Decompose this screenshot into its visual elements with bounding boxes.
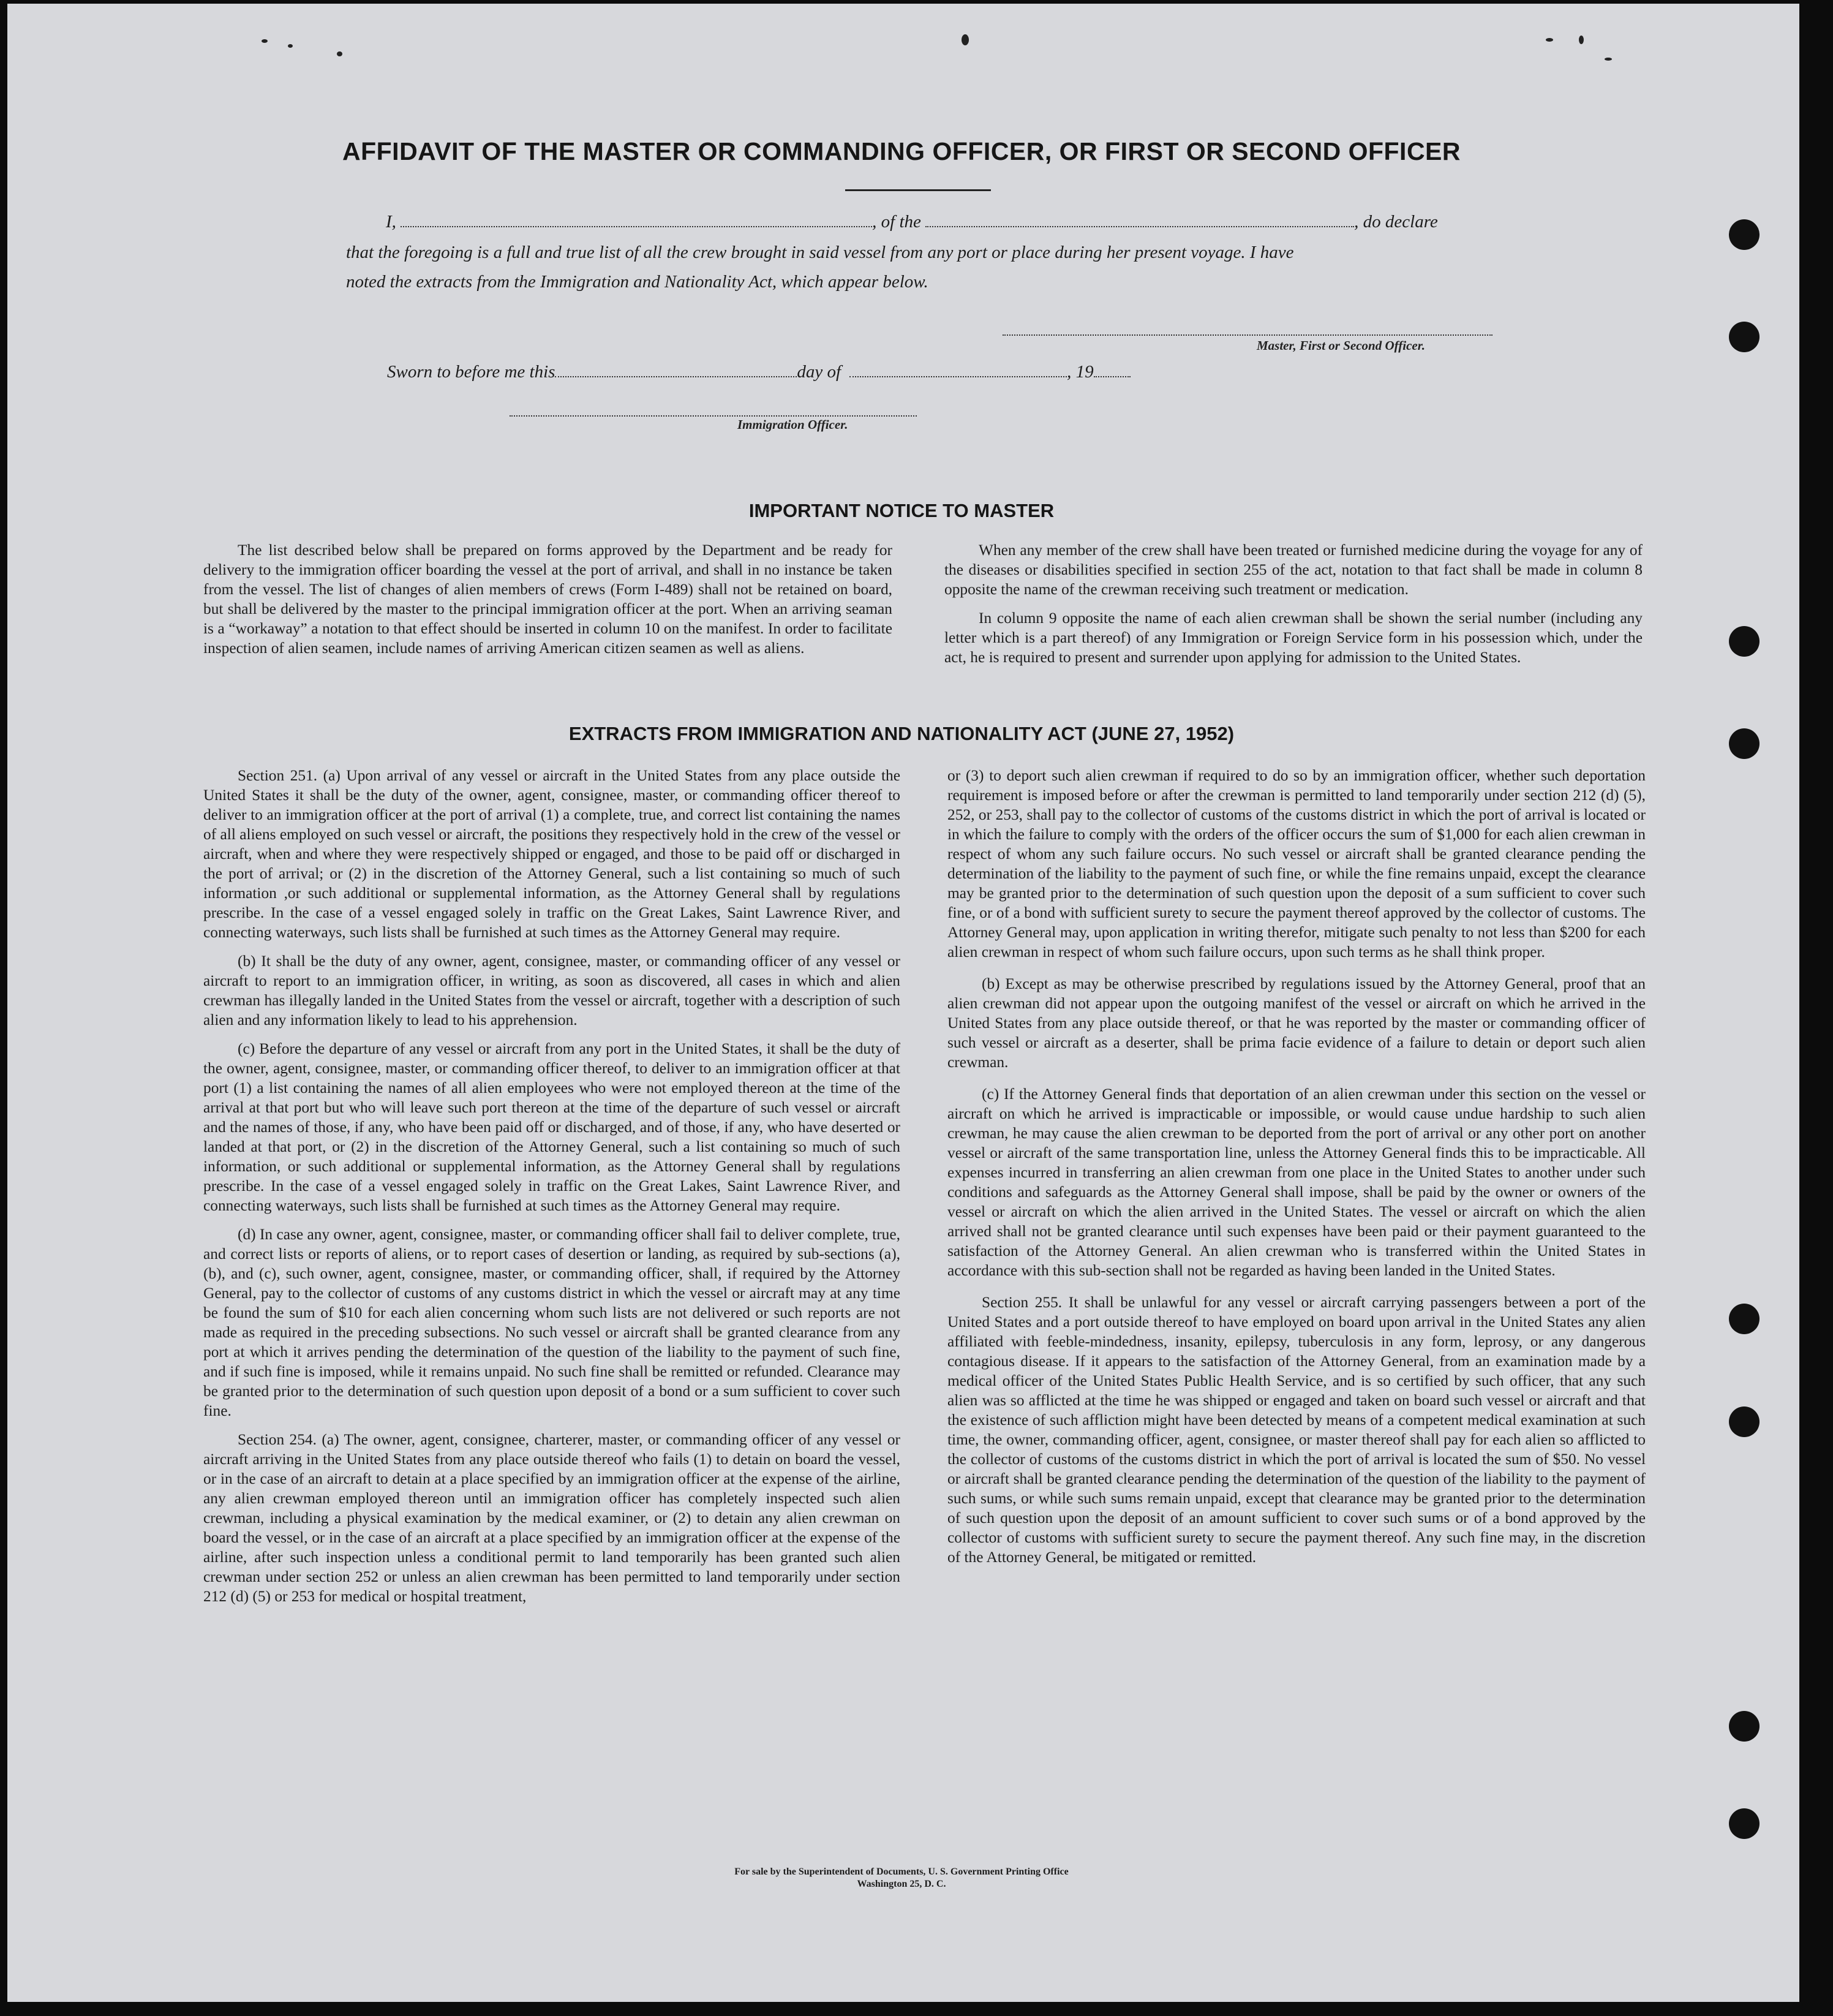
scan-speck — [962, 34, 969, 45]
title-divider — [845, 189, 991, 191]
sworn-day-of-label: day of — [797, 362, 841, 382]
punch-hole — [1729, 1808, 1760, 1839]
extract-paragraph: (c) If the Attorney General finds that deportation of an alien crewman under this section on the vessel or aircraft on which he arrived is impracticable or impossible, or would cause undue hardship to such alien crewman, he may cause the alien crewman to be deported from the port of arrival or any other port on another vessel or aircraft of the same transportation line, unless the Attorney General finds this to be impracticable. All expenses incurred in transferring an alien crewman from one place in the United States to another under such conditions and safeguards as the Attorney General shall impose, shall be paid by the owner or owners of the vessel or aircraft on which the alien arrived in the United States. The vessel or aircraft on which the alien arrived shall not be granted clearance until such expenses have been paid or their payment guaranteed to the satisfaction of the Attorney General. An alien crewman who is transferred within the United States in accordance with this sub-section shall not be regarded as having been landed in the United States. — [947, 1085, 1646, 1279]
extracts-right-column — [947, 766, 1646, 1579]
scan-speck — [337, 51, 342, 56]
punch-hole — [1729, 322, 1760, 352]
sworn-year-label: , 19 — [1067, 362, 1094, 382]
footer-line: For sale by the Superintendent of Documents, U. S. Government Printing Office — [734, 1867, 1069, 1877]
declaration-of-the-label: , of the — [872, 212, 921, 232]
sworn-line — [387, 362, 1244, 382]
master-signature-line[interactable] — [1003, 334, 1492, 336]
sworn-day-field[interactable] — [555, 376, 797, 377]
affidavit-title: AFFIDAVIT OF THE MASTER OR COMMANDING OFFICER, OR FIRST OR SECOND OFFICER — [342, 137, 1461, 165]
master-signature-caption: Master, First or Second Officer. — [1257, 338, 1425, 353]
punch-hole — [1729, 219, 1760, 250]
extract-paragraph: (b) It shall be the duty of any owner, agent, consignee, master, or commanding officer of any vessel or aircraft to report to an immigration officer, in writing, as soon as discovered, all cases in which and alien crewman has illegally landed in the United States from the vessel or aircraft, together with a description of such alien and any information likely to lead to his apprehension. — [203, 953, 900, 1029]
declaration-line-3: noted the extracts from the Immigration and Nationality Act, which appear below. — [346, 272, 928, 292]
extract-paragraph: (d) In case any owner, agent, consignee, master, or commanding officer shall fail to deliver complete, true, and correct lists or reports of aliens, or to report cases of desertion or landing, as required by sub-sections (a), (b), and (c), such owner, agent, consignee, master, or commanding officer, shall, if required by the Attorney General, pay to the collector of customs of any customs district in which the vessel or aircraft may at any time be found the sum of $10 for each alien concerning whom such lists are not delivered or such reports are not made as required in the preceding subsections. No such vessel or aircraft shall be granted clearance from any port at which it arrives pending the determination of the question of the liability to the payment of such fine, and if such fine is imposed, while it remains unpaid. No such fine shall be remitted or refunded. Clearance may be granted prior to the determination of such question upon deposit of a bond or a sum sufficient to cover such fine. — [203, 1226, 900, 1419]
extracts-heading: EXTRACTS FROM IMMIGRATION AND NATIONALITY ACT (JUNE 27, 1952) — [568, 723, 1235, 744]
extract-paragraph: Section 254. (a) The owner, agent, consignee, charterer, master, or commanding officer of any vessel or aircraft arriving in the United States from any place outside thereof who fails (1) to detain on board the vessel, or in the case of an aircraft to detain at a place specified by an immigration officer at the expense of the airline, any alien crewman employed thereon until an immigration officer has completely inspected such alien crewman, including a physical examination by the medical examiner, or (2) to detain any alien crewman on board the vessel, or in the case of an aircraft at a place specified by an immigration officer at the expense of the airline, after such inspection unless a conditional permit to land temporarily has been granted such alien crewman under section 252 or unless an alien crewman has been permitted to land temporarily under section 212 (d) (5) or 253 for medical or hospital treatment, — [203, 1431, 900, 1605]
sworn-month-field[interactable] — [849, 376, 1067, 377]
immigration-officer-signature-line[interactable] — [510, 415, 917, 417]
scan-speck — [1546, 38, 1553, 42]
punch-hole — [1729, 626, 1760, 657]
punch-hole — [1729, 1711, 1760, 1742]
extract-paragraph: (b) Except as may be otherwise prescribed by regulations issued by the Attorney General, proof that an alien crewman did not appear upon the outgoing manifest of the vessel or aircraft on which he arrived in the United States from any place outside thereof, or that he was reported by the master or commanding officer of such vessel or aircraft as a deserter, shall be prima facie evidence of a failure to detain or deport such alien crewman. — [947, 975, 1646, 1071]
scan-speck — [262, 39, 268, 43]
scan-speck — [1579, 36, 1584, 44]
declaration-line-1 — [386, 212, 1494, 232]
footer-line: Washington 25, D. C. — [857, 1879, 946, 1889]
notice-paragraph: When any member of the crew shall have been treated or furnished medicine during the voyage for any of the diseases or disabilities specified in section 255 of the act, notation to that fact shall be made in column 8 opposite the name of the crewman receiving such treatment or medication. — [944, 542, 1643, 598]
document-page — [7, 4, 1799, 2002]
punch-hole — [1729, 1406, 1760, 1437]
declaration-line-2: that the foregoing is a full and true list of all the crew brought in said vessel from any port or place during her present voyage. I have — [346, 243, 1294, 262]
sworn-year-field[interactable] — [1094, 376, 1131, 377]
extracts-left-column — [203, 766, 900, 1615]
immigration-officer-caption: Immigration Officer. — [737, 417, 848, 432]
notice-paragraph: The list described below shall be prepared on forms approved by the Department and be ready for delivery to the immigration officer boarding the vessel at the port of arrival, and shall in no instance be taken from the vessel. The list of changes of alien members of crews (Form I-489) shall not be retained on board, but shall be delivered by the master to the principal immigration officer at the port. When an arriving seaman is a “workaway” a notation to that effect should be inserted in column 10 on the manifest. In order to facilitate inspection of alien seamen, include names of arriving American citizen seamen as well as aliens. — [203, 542, 892, 657]
sworn-prefix: Sworn to before me this — [387, 362, 555, 382]
printing-office-footer — [7, 1866, 1796, 1890]
extract-paragraph: Section 251. (a) Upon arrival of any vessel or aircraft in the United States from any place outside the United States it shall be the duty of the owner, agent, consignee, master, or commanding officer thereof to deliver to an immigration officer at the port of arrival (1) a complete, true, and correct list containing the names of all aliens employed on such vessel or aircraft, the positions they respectively hold in the crew of the vessel or aircraft, when and where they were respectively shipped or engaged, and those to be paid off or discharged in the port of arrival; or (2) in the discretion of the Attorney General, such a list containing so much of such information ,or such additional or supplemental information, as the Attorney General shall by regulations prescribe. In the case of a vessel engaged solely in traffic on the Great Lakes, Saint Lawrence River, and connecting waterways, such lists shall be furnished at such times as the Attorney General may require. — [203, 767, 900, 941]
notice-paragraph: In column 9 opposite the name of each alien crewman shall be shown the serial number (including any letter which is a part thereof) of any Immigration or Foreign Service form in his possession which, under the act, he is required to present and surrender upon applying for admission to the United States. — [944, 610, 1643, 666]
extract-paragraph: (c) Before the departure of any vessel or aircraft from any port in the United States, it shall be the duty of the owner, agent, consignee, master, or commanding officer thereof, to deliver to an immigration officer at that port (1) a list containing the names of all alien employees who were not employed thereon at the time of the arrival at that port but who will leave such port thereon at the time of the departure of such vessel or aircraft and the names of those, if any, who have been paid off or discharged, and of those, if any, who have deserted or landed at that port, or (2) in the discretion of the Attorney General, such a list containing so much of such information, or such additional or supplemental information, as the Attorney General shall by regulations prescribe. In the case of a vessel engaged solely in traffic on the Great Lakes, Saint Lawrence River, and connecting waterways, such lists shall be furnished at such times as the Attorney General may require. — [203, 1040, 900, 1214]
notice-left-column — [203, 540, 892, 667]
declaration-do-declare-label: , do declare — [1354, 212, 1438, 232]
declaration-i-label: I, — [386, 212, 396, 232]
extract-paragraph: or (3) to deport such alien crewman if required to do so by an immigration officer, whether such deportation requirement is imposed before or after the crewman is permitted to land temporarily under section 212 (d) (5), 252, or 253, shall pay to the collector of customs of the customs district in which the port of arrival is located or in which the failure to comply with the orders of the officer occurs the sum of $1,000 for each alien crewman in respect of whom any such failure occurs. No such vessel or aircraft shall be granted clearance pending the determination of the liability to the payment of such fine, or while the fine remains unpaid, except the clearance may be granted prior to the determination of such question upon the deposit of a sum sufficient to cover such fine, or of a bond with sufficient surety to secure the payment thereof approved by the collector of customs. The Attorney General may, upon application in writing therefor, mitigate such penalty to not less than $200 for each alien crewman in respect of whom such failure occurs, upon such terms as he shall think proper. — [947, 767, 1646, 961]
notice-right-column — [944, 540, 1643, 676]
notice-heading: IMPORTANT NOTICE TO MASTER — [748, 500, 1055, 521]
punch-hole — [1729, 1304, 1760, 1334]
extract-paragraph: Section 255. It shall be unlawful for any vessel or aircraft carrying passengers between a port of the United States and a port outside thereof to have employed on board upon arrival in the United States any alien affiliated with feeble-mindedness, insanity, epilepsy, tuberculosis in any form, leprosy, or any dangerous contagious disease. If it appears to the satisfaction of the Attorney General, from an examination made by a medical officer of the United States Public Health Service, and is so certified by such officer, that any such alien was so afflicted at the time he was shipped or engaged and taken on board such vessel or aircraft and that the existence of such affliction might have been detected by means of a competent medical examination at such time, the owner, commanding officer, agent, consignee, or master thereof shall pay for each alien so afflicted to the collector of customs of the customs district in which the port of arrival is located the sum of $50. No vessel or aircraft shall be granted clearance pending the determination of the question of the liability to the payment of such sums, or while such sums remain unpaid, except that clearance may be granted prior to the determination of such question upon the deposit of an amount sufficient to cover such sums or of a bond approved by the collector of customs with sufficient surety to secure the payment thereof. Any such fine may, in the discretion of the Attorney General, be mitigated or remitted. — [947, 1294, 1646, 1566]
scan-speck — [1605, 58, 1612, 61]
scan-speck — [288, 44, 293, 48]
declarant-name-field[interactable] — [401, 226, 872, 227]
vessel-name-field[interactable] — [925, 226, 1354, 227]
